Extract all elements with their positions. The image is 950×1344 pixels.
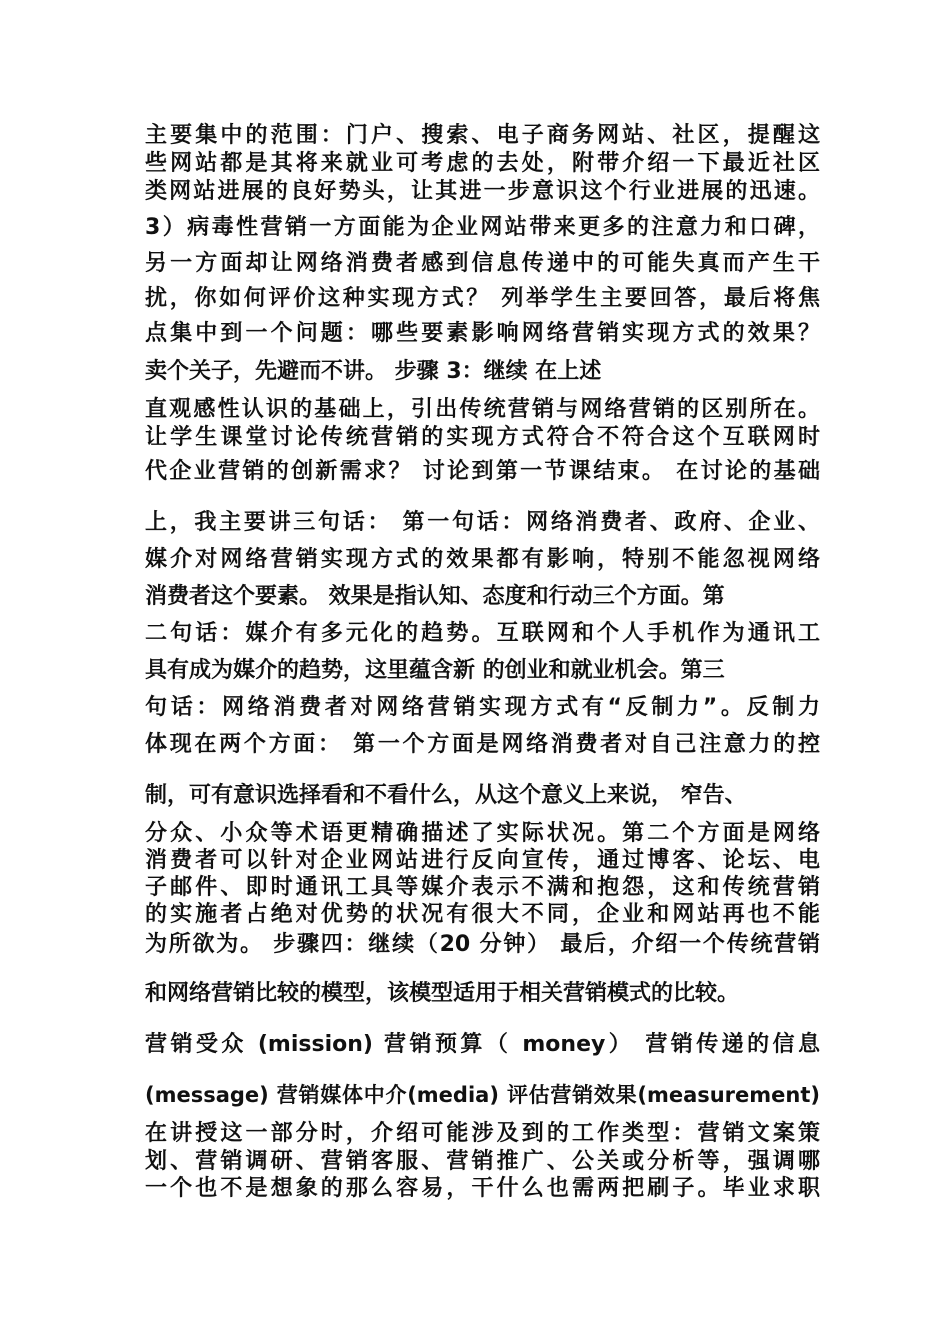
text-line: 让学生课堂讨论传统营销的实现方式符合不符合这个互联网时: [145, 425, 820, 450]
text-line: 些网站都是其将来就业可考虑的去处，附带介绍一下最近社区: [145, 151, 820, 176]
text-line: 的实施者占绝对优势的状况有很大不同，企业和网站再也不能: [145, 902, 820, 927]
text-line: 卖个关子，先避而不讲。 步骤 3：继续 在上述: [145, 359, 602, 384]
text-line: 句话：网络消费者对网络营销实现方式有“反制力”。反制力: [145, 695, 820, 720]
text-line: 另一方面却让网络消费者感到信息传递中的可能失真而产生干: [145, 251, 820, 276]
text-line: 子邮件、即时通讯工具等媒介表示不满和抱怨，这和传统营销: [145, 875, 820, 900]
text-line: 扰，你如何评价这种实现方式？ 列举学生主要回答，最后将焦: [145, 286, 820, 311]
text-line: 分众、小众等术语更精确描述了实际状况。第二个方面是网络: [145, 821, 820, 846]
text-line: 为所欲为。 步骤四：继续（20 分钟） 最后，介绍一个传统营销: [145, 932, 820, 957]
text-line: 制，可有意识选择看和不看什么，从这个意义上来说， 窄告、: [145, 783, 747, 808]
text-line: 划、营销调研、营销客服、营销推广、公关或分析等，强调哪: [145, 1149, 820, 1174]
text-line: 消费者可以针对企业网站进行反向宣传，通过博客、论坛、电: [145, 848, 820, 873]
text-line: 3）病毒性营销一方面能为企业网站带来更多的注意力和口碑，: [145, 215, 820, 240]
text-line: 消费者这个要素。 效果是指认知、态度和行动三个方面。第: [145, 584, 725, 609]
text-line: 主要集中的范围：门户、搜索、电子商务网站、社区，提醒这: [145, 123, 820, 148]
text-line: 一个也不是想象的那么容易，干什么也需两把刷子。毕业求职: [145, 1176, 820, 1201]
text-line: 上，我主要讲三句话： 第一句话：网络消费者、政府、企业、: [145, 510, 820, 535]
text-line: 媒介对网络营销实现方式的效果都有影响，特别不能忽视网络: [145, 547, 820, 572]
text-line: 直观感性认识的基础上，引出传统营销与网络营销的区别所在。: [145, 397, 820, 422]
text-line: 营销受众 (mission) 营销预算（ money） 营销传递的信息: [145, 1032, 820, 1057]
text-line: 和网络营销比较的模型，该模型适用于相关营销模式的比较。: [145, 981, 740, 1006]
text-line: 类网站进展的良好势头，让其进一步意识这个行业进展的迅速。: [145, 179, 820, 204]
text-line: 在讲授这一部分时，介绍可能涉及到的工作类型：营销文案策: [145, 1121, 820, 1146]
text-line: 二句话：媒介有多元化的趋势。互联网和个人手机作为通讯工: [145, 621, 820, 646]
text-line: 代企业营销的创新需求？ 讨论到第一节课结束。 在讨论的基础: [145, 459, 820, 484]
text-line: (message) 营销媒体中介(media) 评估营销效果(measurement): [145, 1083, 820, 1107]
text-line: 点集中到一个问题：哪些要素影响网络营销实现方式的效果？: [145, 321, 820, 346]
text-line: 体现在两个方面： 第一个方面是网络消费者对自己注意力的控: [145, 732, 820, 757]
text-line: 具有成为媒介的趋势，这里蕴含新 的创业和就业机会。第三: [145, 658, 725, 683]
